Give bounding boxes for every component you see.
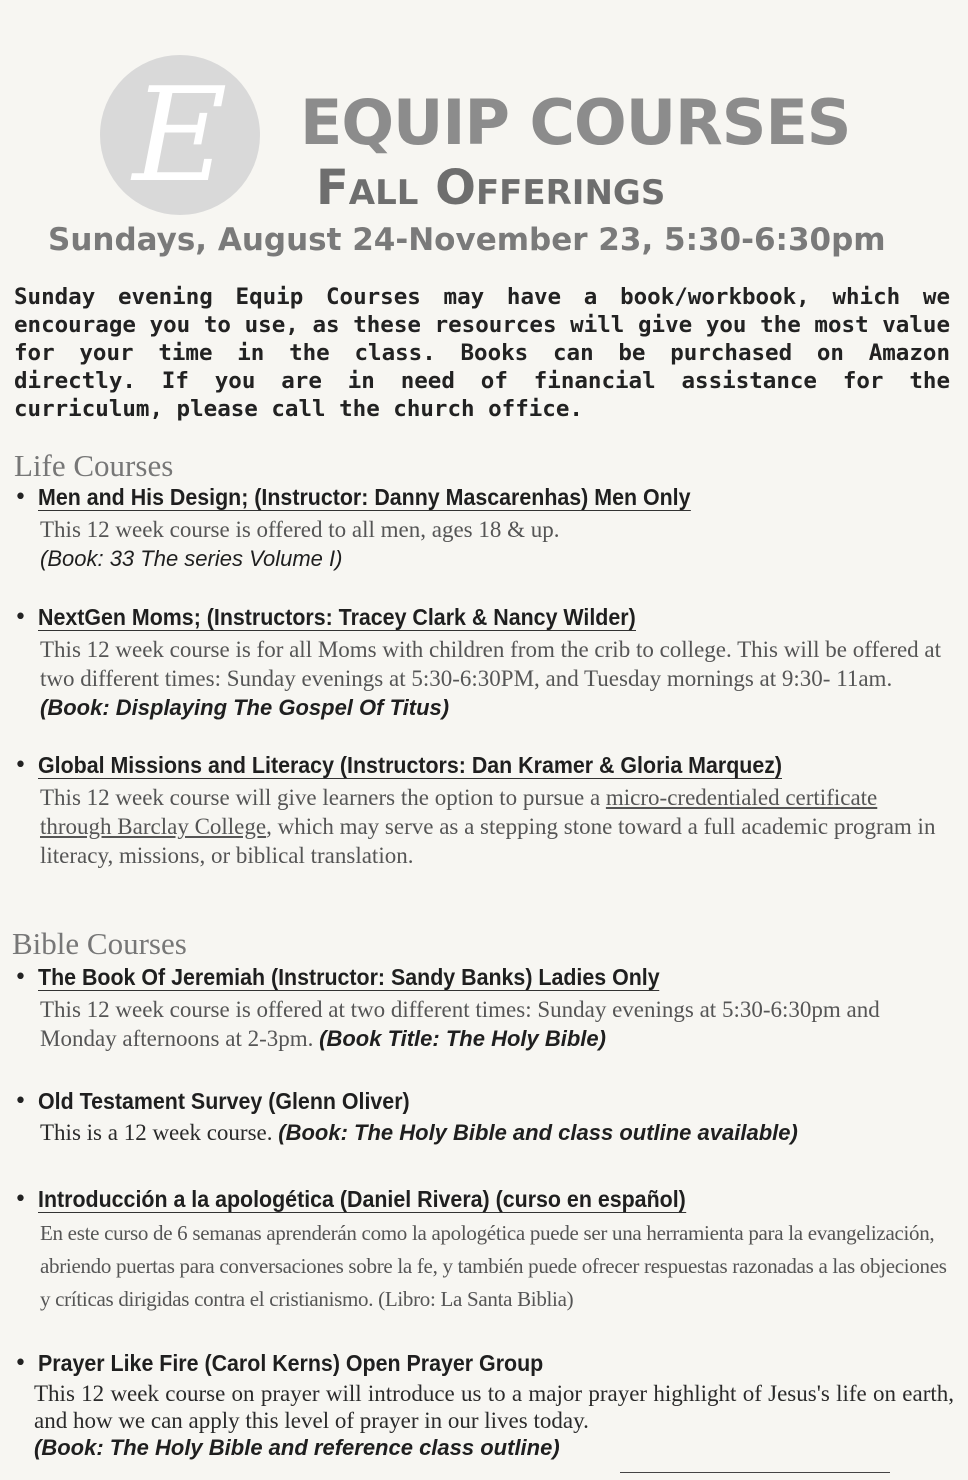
course-title: The Book Of Jeremiah (Instructor: Sandy Banks) Ladies Only	[38, 964, 660, 990]
course-header	[14, 1186, 954, 1213]
bullet-icon: •	[14, 485, 27, 510]
intro-paragraph: Sunday evening Equip Courses may have a book/workbook, which we encourage you to use, as these resources will give you the most value for your time in the class. Books can be purchased on Amazon directly. If you are in need of financial assistance for the curriculum, please call the church office.	[14, 284, 950, 422]
schedule-dates: Sundays, August 24-November 23, 5:30-6:30pm	[48, 222, 886, 258]
bullet-icon: •	[14, 605, 27, 630]
course-item	[14, 752, 954, 870]
barclay-certificate-link[interactable]: micro-credentialed certificate through Barclay College	[40, 785, 878, 839]
course-header	[14, 484, 954, 511]
course-book: (Book: The Holy Bible and reference class outline)	[34, 1435, 560, 1460]
course-desc-text: This 12 week course is offered at two different times: Sunday evenings at 5:30-6:30pm and Monday afternoons at 2-3pm.	[40, 997, 880, 1051]
course-book: (Book: The Holy Bible and class outline available)	[278, 1120, 798, 1145]
course-item	[14, 1350, 954, 1461]
logo-letter: E	[132, 59, 228, 211]
course-desc-text: This is a 12 week course.	[40, 1120, 273, 1145]
course-item	[14, 1088, 954, 1147]
course-item	[14, 484, 954, 573]
course-header	[14, 964, 954, 991]
course-item	[14, 604, 954, 722]
course-description	[34, 1380, 954, 1461]
course-desc-text: This 12 week course will give learners the option to pursue a	[40, 785, 606, 810]
course-header	[14, 1350, 954, 1376]
course-desc-text: En este curso de 6 semanas aprenderán como la apologética puede ser una herramienta para la evangelización, abriendo puertas para conversaciones sobre la fe, y también puede ofrecer respuestas razonadas a las objeciones y críticas dirigidas contra el cristianismo. (Libro: La Santa Biblia)	[40, 1221, 947, 1311]
course-book: (Book Title: The Holy Bible)	[319, 1026, 606, 1051]
page-title: EQUIP COURSES	[300, 86, 851, 159]
bullet-icon: •	[14, 1187, 27, 1212]
bullet-icon: •	[14, 1351, 27, 1376]
course-desc-text: , which may serve as a stepping stone toward a full academic program in literacy, missions, or biblical translation.	[40, 814, 936, 868]
equip-logo	[100, 55, 260, 215]
course-description	[40, 635, 954, 722]
course-desc-text: This 12 week course is for all Moms with children from the crib to college. This will be offered at two different times: Sunday evenings at 5:30-6:30PM, and Tuesday mornings at 9:30- 11am.	[40, 637, 942, 691]
course-item	[14, 964, 954, 1053]
section-heading-life: Life Courses	[14, 448, 174, 483]
course-header	[14, 1088, 954, 1114]
section-heading-bible: Bible Courses	[12, 926, 187, 961]
course-desc-text: This 12 week course is offered to all men, ages 18 & up.	[40, 517, 560, 542]
course-book: (Book: Displaying The Gospel Of Titus)	[40, 695, 450, 720]
bullet-icon: •	[14, 965, 27, 990]
course-title: Men and His Design; (Instructor: Danny Mascarenhas) Men Only	[38, 484, 691, 510]
course-description	[40, 1118, 954, 1147]
course-description	[40, 515, 954, 573]
course-header	[14, 752, 954, 779]
course-item	[14, 1186, 954, 1316]
course-description	[40, 783, 954, 870]
course-desc-text: This 12 week course on prayer will introduce us to a major prayer highlight of Jesus's life on earth, and how we can apply this level of prayer in our lives today.	[34, 1381, 954, 1433]
page-subtitle: Fall Offerings	[316, 160, 666, 216]
course-title: Old Testament Survey (Glenn Oliver)	[38, 1088, 410, 1114]
course-title: Prayer Like Fire (Carol Kerns) Open Prayer Group	[38, 1350, 544, 1376]
course-book: (Book: 33 The series Volume I)	[40, 546, 343, 571]
course-title: NextGen Moms; (Instructors: Tracey Clark & Nancy Wilder)	[38, 604, 636, 630]
course-description	[40, 995, 954, 1053]
course-header	[14, 604, 954, 631]
course-description	[40, 1217, 954, 1316]
divider	[620, 1472, 890, 1473]
bullet-icon: •	[14, 753, 27, 778]
course-title: Introducción a la apologética (Daniel Rivera) (curso en español)	[38, 1186, 686, 1212]
bullet-icon: •	[14, 1089, 27, 1114]
course-title: Global Missions and Literacy (Instructors: Dan Kramer & Gloria Marquez)	[38, 752, 783, 778]
